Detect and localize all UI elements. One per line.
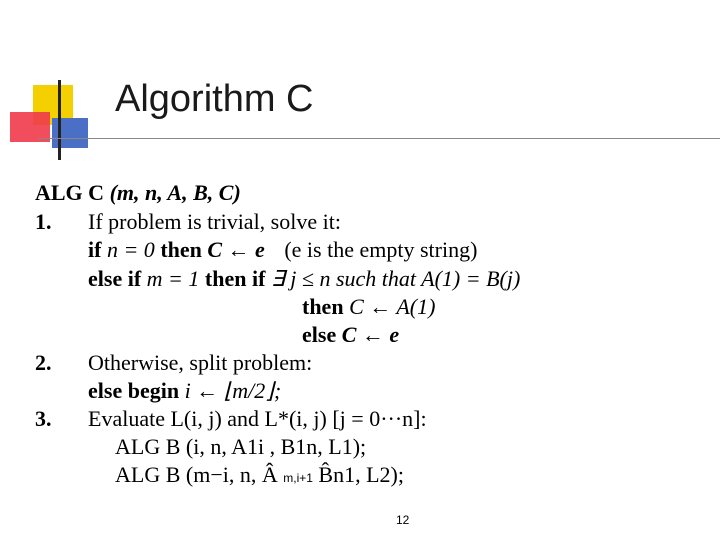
if-line: [88, 237, 477, 263]
alg-name: ALG C: [35, 180, 105, 205]
comment: (e is the empty string): [284, 237, 478, 262]
slide-title: Algorithm C: [115, 78, 314, 120]
assignment: C ← A(1): [349, 294, 436, 319]
assignment: i ← ⌊m/2⌋;: [184, 378, 282, 403]
step-3-text: Evaluate L(i, j) and L*(i, j) [j = 0···n]:: [88, 406, 427, 431]
then-line: [302, 294, 435, 320]
else-if-line: [88, 266, 520, 292]
else-line: [302, 322, 399, 348]
keyword-else-if: else if: [88, 266, 142, 291]
step-1-text: If problem is trivial, solve it:: [88, 209, 341, 234]
alg-b-call-1: ALG B (i, n, A1i , B1n, L1);: [115, 434, 367, 459]
keyword-then: then: [302, 294, 344, 319]
else-begin-line: [88, 378, 281, 404]
call-prefix: ALG B (m−i, n, Â: [115, 462, 278, 487]
step-3-number: 3.: [35, 406, 52, 431]
keyword-else: else: [302, 322, 337, 347]
keyword-then-if: then if: [204, 266, 266, 291]
page-number: 12: [396, 513, 410, 527]
condition: n = 0: [106, 237, 155, 262]
call-suffix: B̂n1, L2);: [318, 462, 404, 487]
title-underline: [38, 138, 720, 139]
step-2-number: 2.: [35, 350, 52, 375]
keyword-then: then: [160, 237, 202, 262]
alg-header: [35, 180, 241, 206]
subscript: m,i+1: [283, 471, 313, 485]
assignment: C ← e: [207, 237, 265, 262]
step-1-number: 1.: [35, 209, 52, 234]
keyword-if: if: [88, 237, 102, 262]
keyword-else-begin: else begin: [88, 378, 180, 403]
vertical-rule: [58, 80, 61, 160]
alg-params: (m, n, A, B, C): [109, 180, 241, 205]
condition-exists: ∃ j ≤ n such that A(1) = B(j): [270, 266, 521, 291]
alg-b-call-2: [115, 462, 404, 488]
assignment: C ← e: [341, 322, 400, 347]
step-2-text: Otherwise, split problem:: [88, 350, 313, 375]
condition: m = 1: [146, 266, 200, 291]
